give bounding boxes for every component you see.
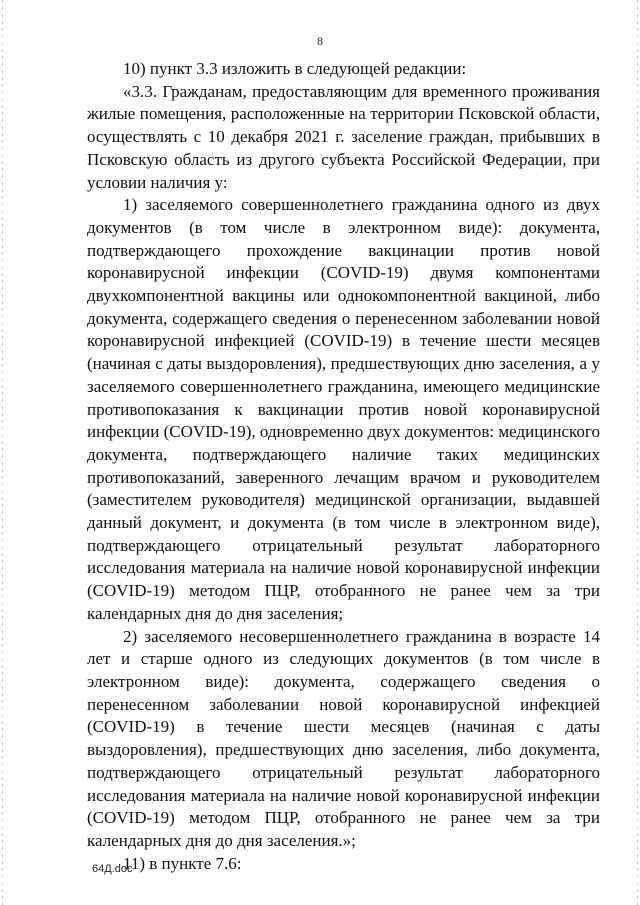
paragraph-clause-3-3: «3.3. Гражданам, предоставляющим для временного проживания жилые помещения, расположенные на территории Псковской области, осуществлять с 10 декабря 2021 г. заселение граждан, прибывших в Псковскую область из другого субъекта Российской Федерации, при условии наличия у: <box>87 81 600 192</box>
scan-edge-right <box>637 0 638 905</box>
document-body <box>87 58 600 875</box>
paragraph-item-10: 10) пункт 3.3 изложить в следующей редакции: <box>123 59 467 78</box>
file-name-footer: 64Д.doc <box>92 863 133 875</box>
paragraph-subitem-2: 2) заселяемого несовершеннолетнего гражданина в возрасте 14 лет и старше одного из следующих документов (в том числе в электронном виде): документа, содержащего сведения о перенесенном заболевании новой коронавирусной инфекцией (COVID-19) в течение шести месяцев (начиная с даты выздоровления), предшествующих дню заселения, либо документа, подтверждающего отрицательный результат лабораторного исследования материала на наличие новой коронавирусной инфекции (COVID-19) методом ПЦР, отобранного не ранее чем за три календарных дня до дня заселения.»; <box>87 626 600 850</box>
page-number: 8 <box>317 34 323 48</box>
paragraph-item-11: 11) в пункте 7.6: <box>123 853 242 873</box>
scan-edge-left <box>2 0 3 905</box>
paragraph-subitem-1: 1) заселяемого совершеннолетнего гражданина одного из двух документов (в том числе в электронном виде): документа, подтверждающего прохождение вакцинации против новой коронавирусной инфекции (COVID-19) двумя компонентами двухкомпонентной вакцины или однокомпонентной вакциной, либо документа, содержащего сведения о перенесенном заболевании новой коронавирусной инфекцией (COVID-19) в течение шести месяцев (начиная с даты выздоровления), предшествующих дню заселения, а у заселяемого совершеннолетнего гражданина, имеющего медицинские противопоказания к вакцинации против новой коронавирусной инфекции (COVID-19), одновременно двух документов: медицинского документа, подтверждающего наличие таких медицинских противопоказаний, заверенного лечащим врачом и руководителем (заместителем руководителя) медицинской организации, выдавшей данный документ, и документа (в том числе в электронном виде), подтверждающего отрицательный результат лабораторного исследования материала на наличие новой коронавирусной инфекции (COVID-19) методом ПЦР, отобранного не ранее чем за три календарных дня до дня заселения; <box>87 195 600 623</box>
